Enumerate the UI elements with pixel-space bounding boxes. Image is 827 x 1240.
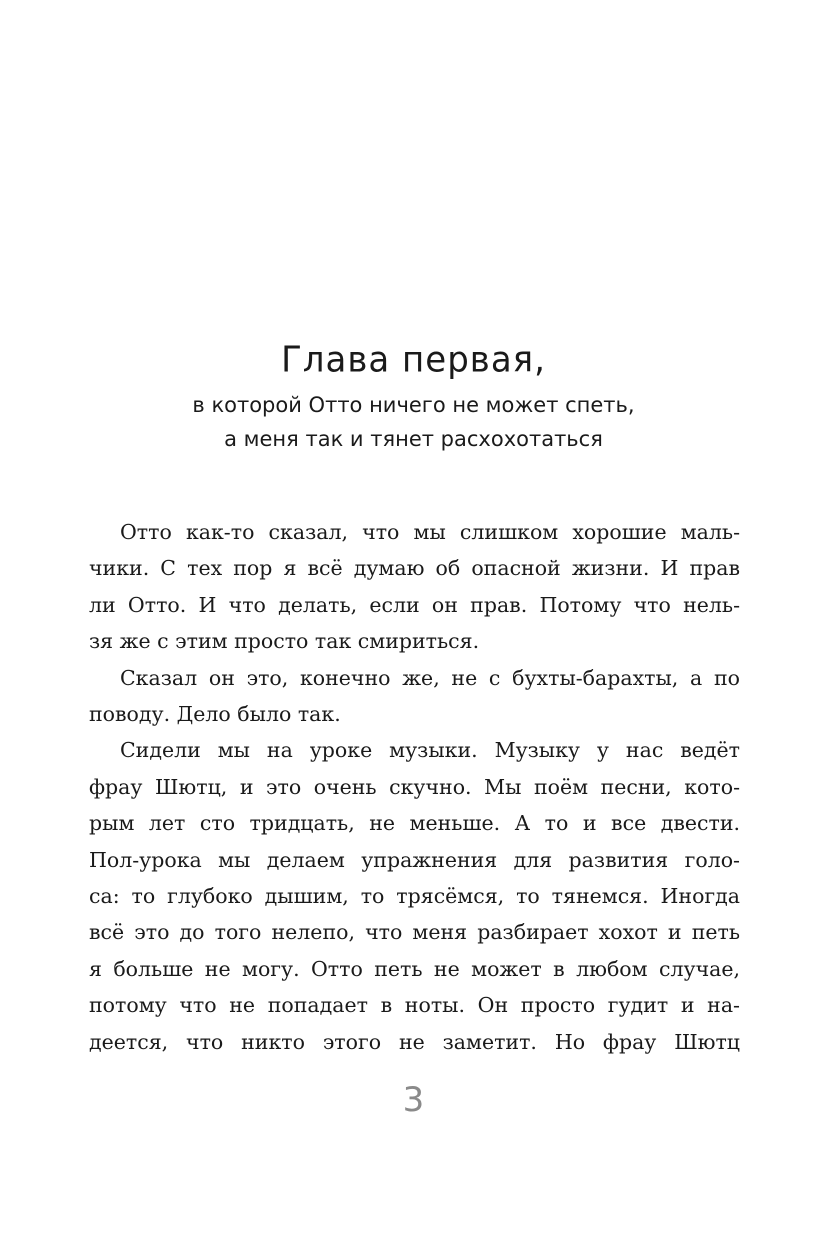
text-line: потому что не попадает в ноты. Он просто гудит и на- [89,993,740,1018]
chapter-subtitle-line: в которой Отто ничего не может спеть, [192,393,635,417]
chapter-subtitle [0,388,827,456]
chapter-title: Глава первая, [281,339,546,381]
text-line: всё это до того нелепо, что меня разбирает хохот и петь [89,920,740,945]
text-line: ли Отто. И что делать, если он прав. Потому что нель- [89,592,740,617]
text-line: зя же с этим просто так смириться. [89,629,480,654]
text-line: я больше не могу. Отто петь не может в любом случае, [89,956,740,981]
text-line: фрау Шютц, и это очень скучно. Мы поём песни, кото- [89,774,740,799]
body-text [89,514,740,1060]
text-line: чики. С тех пор я всё думаю об опасной жизни. И прав [89,556,740,581]
page-number: 3 [402,1080,425,1120]
text-line: Отто как-то сказал, что мы слишком хорошие маль- [120,520,740,544]
text-line: Сказал он это, конечно же, не с бухты-барахты, а по [120,665,740,690]
text-line: поводу. Дело было так. [89,702,341,727]
text-line: рым лет сто тридцать, не меньше. А то и все двести. [89,811,740,836]
text-line: са: то глубоко дышим, то трясёмся, то тянемся. Иногда [89,884,740,909]
text-line: Пол-урока мы делаем упражнения для развития голо- [89,847,740,872]
text-line: деется, что никто этого не заметит. Но фрау Шютц [89,1029,740,1054]
text-line: Сидели мы на уроке музыки. Музыку у нас ведёт [120,738,740,763]
chapter-subtitle-line: а меня так и тянет расхохотаться [224,427,603,451]
